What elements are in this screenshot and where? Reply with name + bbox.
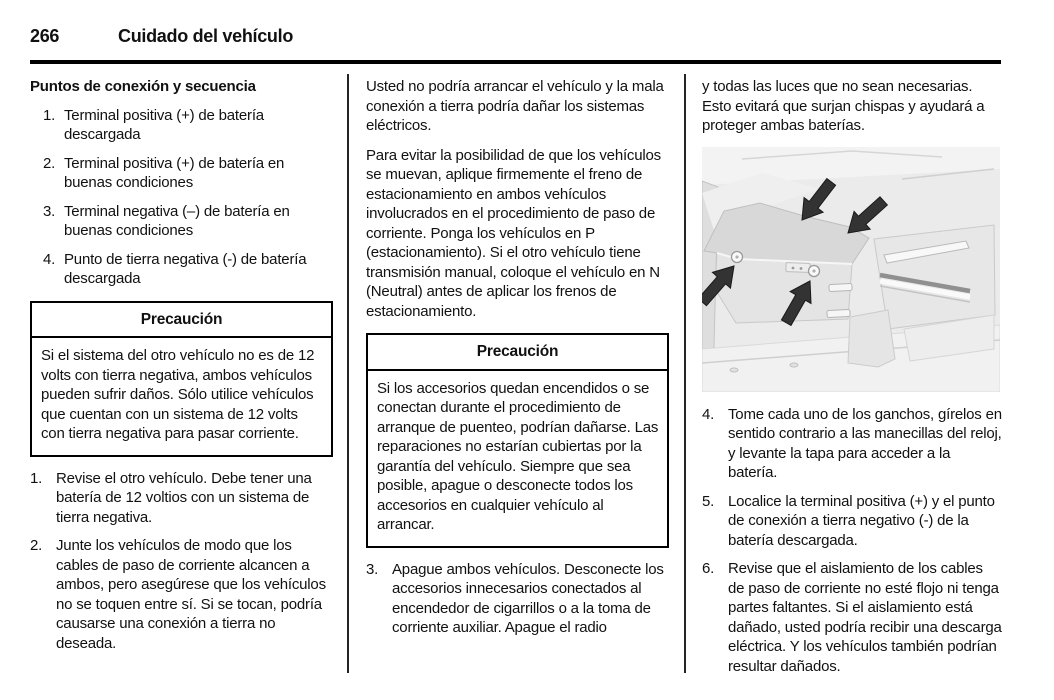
page-title: Cuidado del vehículo [118,26,294,46]
list-number: 4. [43,250,56,268]
list-item [30,154,333,193]
caution-box [366,333,669,548]
paragraph: Para evitar la posibilidad de que los vehículos se muevan, aplique firmemente el freno de estacionamiento en ambos vehículos involucrados en el procedimiento de paso de corriente. Ponga los vehículos en P (estacionamiento). Si el otro vehículo tiene transmisión manual, coloque el vehículo en N (Neutral) antes de aplicar los frenos de estacionamiento. [366,146,661,320]
list-number: 2. [43,154,56,172]
list-text: Terminal negativa (–) de batería en buenas condiciones [64,202,290,239]
list-item [702,559,1002,676]
list-text: Junte los vehículos de modo que los cables de paso de corriente alcancen a ambos, pero asegúrese que los vehículos no se toquen entre sí. Si se tocan, podría causarse una conexión a tierra no deseada. [56,537,326,652]
page-number: 266 [30,26,60,46]
list-number: 3. [366,560,379,578]
list-number: 1. [43,106,56,124]
list-item [702,492,1002,551]
list-number: 6. [702,560,715,577]
section-heading: Puntos de conexión y secuencia [30,78,256,95]
caution-title: Precaución [368,335,667,371]
procedure-steps [702,405,1002,677]
list-item [366,560,669,638]
list-item [30,202,333,241]
paragraph: y todas las luces que no sean necesarias. Esto evitará que surjan chispas y ayudará a proteger ambas baterías. [702,78,985,134]
caution-body: Si los accesorios quedan encendidos o se conectan durante el procedimiento de arranque de puenteo, podrían dañarse. Las reparaciones no estarían cubiertas por la garantía del vehículo. Siempre que sea posible, apague o desconecte todos los accesorios en cualquier vehículo al arrancar. [377,379,659,533]
list-text: Revise el otro vehículo. Debe tener una batería de 12 voltios con un sistema de tierra negativa. [56,469,312,526]
list-text: Terminal positiva (+) de batería en buenas condiciones [64,154,285,191]
list-text: Localice la terminal positiva (+) y el punto de conexión a tierra negativo (-) de la batería descargada. [728,492,995,549]
list-text: Apague ambos vehículos. Desconecte los accesorios innecesarios conectados al encendedor de cigarrillos o a la toma de corriente auxiliar. Apague el radio [392,560,664,636]
list-number: 2. [30,537,43,554]
column-right [702,77,1002,685]
caution-body: Si el sistema del otro vehículo no es de 12 volts con tierra negativa, ambos vehículos pueden sufrir daños. Sólo utilice vehículos que cuentan con un sistema de 12 volts con tierra negativa para pasar corriente. [41,347,315,442]
list-number: 5. [702,492,715,510]
list-number: 3. [43,202,56,220]
paragraph: Usted no podría arrancar el vehículo y la mala conexión a tierra podría dañar los sistemas eléctricos. [366,78,664,134]
list-text: Punto de tierra negativa (-) de batería descargada [64,250,307,287]
list-number: 4. [702,405,715,423]
caution-title: Precaución [32,303,331,339]
column-divider-right [684,74,686,673]
column-left [30,77,333,662]
connection-sequence-list [30,106,333,289]
list-item [30,536,333,653]
list-number: 1. [30,469,43,487]
column-divider-left [347,74,349,673]
list-item [702,405,1002,483]
list-text: Terminal positiva (+) de batería descargada [64,106,264,143]
list-item [30,469,333,528]
list-text: Revise que el aislamiento de los cables de paso de corriente no esté flojo ni tenga partes faltantes. Si el aislamiento está dañado, usted podría recibir una descarga eléctrica. Y los vehículos también podrían resultar dañados. [728,560,1002,675]
caution-box [30,301,333,457]
procedure-steps [30,469,333,654]
column-middle [366,77,669,647]
list-item [30,250,333,289]
header-rule [30,60,1001,64]
procedure-steps [366,560,669,638]
list-text: Tome cada uno de los ganchos, gírelos en sentido contrario a las manecillas del reloj, y levante la tapa para acceder a la batería. [728,405,1002,481]
list-item [30,106,333,145]
battery-cover-figure [702,147,1000,392]
page-header [30,26,293,47]
